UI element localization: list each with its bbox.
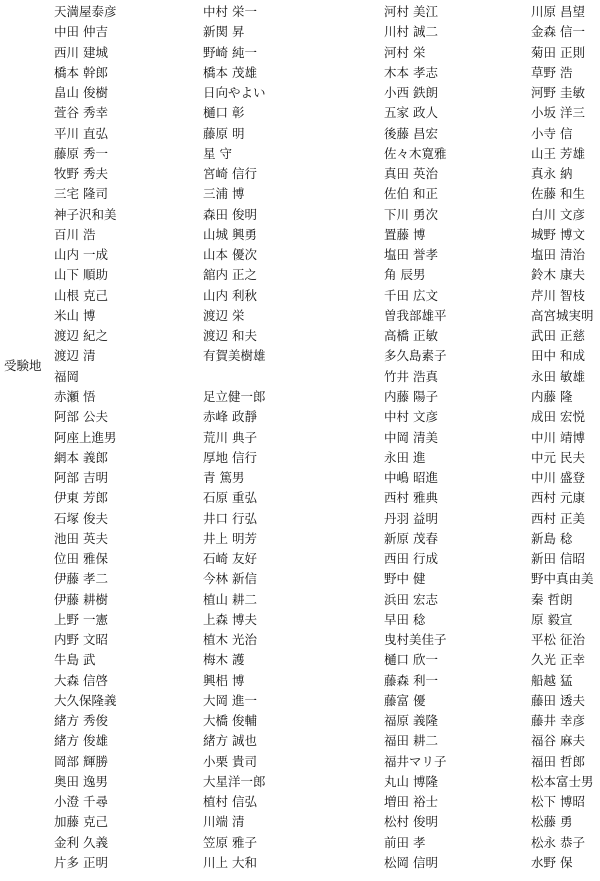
candidate-name: 丹羽 益明 [384,510,438,526]
candidate-name: 永田 敏雄 [531,368,585,384]
candidate-name: 笠原 雅子 [203,834,257,850]
name-row [0,266,600,283]
candidate-name: 河村 栄 [384,44,426,60]
candidate-name: 武田 正慈 [531,328,585,344]
candidate-name: 神子沢和美 [54,206,117,222]
candidate-name: 河野 圭敏 [531,85,585,100]
candidate-name: 大岡 進一 [203,692,257,708]
name-row [0,692,600,709]
candidate-name: 塩田 誉孝 [384,247,438,263]
candidate-name: 大久保隆義 [54,692,117,708]
candidate-name: 永田 進 [384,449,426,465]
candidate-name: 福井マリ子 [384,753,447,769]
candidate-name: 平川 直弘 [54,125,108,141]
candidate-name: 中田 仲吉 [54,24,108,40]
name-row [0,64,600,81]
candidate-name: 曽我部雄平 [384,307,447,323]
candidate-name: 角 辰男 [384,267,426,283]
name-row [0,732,600,749]
candidate-name: 上野 一憲 [54,611,108,627]
name-row [0,408,600,425]
candidate-name: 芹川 智枝 [531,287,585,303]
candidate-name: 中岡 清美 [384,429,438,445]
candidate-name: 阿座上進男 [54,429,117,445]
candidate-name: 内藤 陽子 [384,388,438,404]
candidate-name: 山内 一成 [54,247,108,263]
candidate-name: 山城 興勇 [203,226,257,242]
name-row [0,834,600,851]
candidate-name: 阿部 吉明 [54,470,108,485]
name-row [0,226,600,243]
name-row [0,469,600,486]
candidate-name: 野中 健 [384,571,426,587]
candidate-name: 田中 和成 [531,348,585,364]
candidate-name: 山根 克己 [54,287,108,303]
candidate-name: 渡辺 和夫 [203,328,257,344]
candidate-name: 萱谷 秀幸 [54,105,108,121]
name-row [0,813,600,830]
candidate-name: 大森 信啓 [54,672,108,688]
candidate-name: 星 守 [203,145,232,161]
candidate-name: 野崎 純一 [203,44,257,60]
candidate-name: 白川 文彦 [531,206,585,222]
candidate-name: 荒川 典子 [203,429,257,445]
candidate-name: 樋口 彰 [203,105,245,121]
candidate-name: 上森 博夫 [203,611,257,627]
name-row [0,84,600,101]
candidate-name: 成田 宏悦 [531,409,585,425]
candidate-name: 大星洋一郎 [203,773,266,789]
candidate-name: 渡辺 栄 [203,307,245,323]
candidate-name: 中村 栄一 [203,4,257,19]
candidate-name: 西村 元康 [531,490,585,506]
candidate-name: 新島 稔 [531,530,573,546]
candidate-name: 西川 建城 [54,44,108,60]
candidate-name: 藤富 優 [384,692,426,708]
candidate-name: 藤井 幸彦 [531,713,585,729]
candidate-name: 伊藤 孝二 [54,571,108,587]
name-row [0,672,600,689]
candidate-name: 有賀美樹雄 [203,348,266,364]
candidate-name: 西田 行成 [384,551,438,566]
candidate-name: 福田 耕二 [384,733,438,749]
candidate-name: 川端 清 [203,814,245,830]
name-row [0,550,600,567]
name-row [0,307,600,324]
name-row [0,510,600,527]
candidate-name: 緒方 誠也 [203,733,257,749]
candidate-name: 松藤 勇 [531,814,573,830]
name-row [0,327,600,344]
name-row [0,347,600,364]
candidate-name: 松本富士男 [531,773,594,789]
candidate-name: 日向やよい [203,85,266,100]
candidate-name: 米山 博 [54,307,96,323]
candidate-name: 高橋 正敏 [384,328,438,344]
candidate-name: 草野 浩 [531,64,573,80]
candidate-name: 植村 信弘 [203,794,257,810]
candidate-name: 池田 英夫 [54,530,108,546]
candidate-name: 内野 文昭 [54,632,108,648]
name-row [0,854,600,871]
candidate-name: 今林 新信 [203,571,257,587]
candidate-name: 後藤 昌宏 [384,125,438,141]
candidate-name: 中川 盛登 [531,470,585,485]
candidate-name: 小西 鉄朗 [384,85,438,100]
candidate-name: 青 篤男 [203,470,245,485]
name-row [0,753,600,770]
candidate-name: 山下 順助 [54,267,108,283]
candidate-name: 曳村美佳子 [384,632,447,648]
candidate-name: 久光 正幸 [531,652,585,668]
candidate-name: 井口 行弘 [203,510,257,526]
candidate-name: 阿部 公夫 [54,409,108,425]
name-row [0,530,600,547]
candidate-name: 樋口 欣一 [384,652,438,668]
candidate-name: 城野 博文 [531,226,585,242]
candidate-name: 興梠 博 [203,672,245,688]
candidate-name: 新関 昇 [203,24,245,40]
candidate-name: 福谷 麻夫 [531,733,585,749]
candidate-name: 足立健一郎 [203,388,266,404]
candidate-name: 藤森 利一 [384,672,438,688]
candidate-name: 井上 明芳 [203,530,257,546]
candidate-name: 小坂 洋三 [531,105,585,121]
candidate-name: 藤田 透夫 [531,692,585,708]
candidate-name: 福原 義隆 [384,713,438,729]
candidate-name: 菊田 正則 [531,44,585,60]
candidate-name: 福田 哲郎 [531,753,585,769]
candidate-name: 多久島素子 [384,348,447,364]
name-row [0,570,600,587]
candidate-name: 渡辺 清 [54,348,96,364]
candidate-name: 松下 博昭 [531,794,585,810]
candidate-name: 増田 裕士 [384,794,438,810]
candidate-name: 松岡 信明 [384,854,438,870]
candidate-name: 渡辺 紀之 [54,328,108,344]
candidate-name: 秦 哲朗 [531,591,573,607]
candidate-name: 五家 政人 [384,105,438,121]
candidate-name: 片多 正明 [54,854,108,870]
name-row [0,429,600,446]
candidate-name: 福岡 [54,368,80,384]
candidate-name: 西村 正美 [531,510,585,526]
candidate-name: 伊藤 耕樹 [54,591,108,607]
candidate-name: 下川 勇次 [384,206,438,222]
candidate-name: 藤原 明 [203,125,245,141]
candidate-name: 水野 保 [531,854,573,870]
candidate-name: 中村 文彦 [384,409,438,425]
candidate-name: 原 毅宣 [531,611,573,627]
candidate-name: 中嶋 昭進 [384,470,438,485]
candidate-name: 梅木 護 [203,652,245,668]
name-row [0,125,600,142]
candidate-name: 松村 俊明 [384,814,438,830]
candidate-name: 平松 征治 [531,632,585,648]
candidate-name: 真永 納 [531,166,573,182]
candidate-name: 赤峰 政靜 [203,409,257,425]
candidate-name: 石塚 俊夫 [54,510,108,526]
candidate-name: 大橋 俊輔 [203,713,257,729]
name-row [0,449,600,466]
name-row [0,489,600,506]
name-row [0,104,600,121]
candidate-name: 天満屋泰彦 [54,4,117,19]
candidate-name: 位田 雅保 [54,551,108,566]
candidate-name: 牧野 秀夫 [54,166,108,182]
name-row [0,651,600,668]
candidate-name: 西村 雅典 [384,490,438,506]
candidate-name: 佐々木寛雅 [384,145,447,161]
candidate-name: 佐伯 和正 [384,186,438,202]
name-row [0,631,600,648]
exam-location-label: 受験地 [4,358,42,373]
candidate-name: 牛島 武 [54,652,96,668]
candidate-name: 中川 靖博 [531,429,585,445]
candidate-name: 畠山 俊樹 [54,85,108,100]
candidate-name: 藤原 秀一 [54,145,108,161]
name-row [0,165,600,182]
name-row [0,388,600,405]
candidate-name: 山内 利秋 [203,287,257,303]
name-row [0,3,600,20]
candidate-name: 森田 俊明 [203,206,257,222]
candidate-name: 奥田 逸男 [54,773,108,789]
candidate-name: 三浦 博 [203,186,245,202]
candidate-name: 加藤 克己 [54,814,108,830]
candidate-name: 石原 重弘 [203,490,257,506]
candidate-name: 三宅 隆司 [54,186,108,202]
candidate-name: 鈴木 康夫 [531,267,585,283]
candidate-name: 高宮城実明 [531,307,594,323]
candidate-name: 河村 美江 [384,4,438,19]
candidate-name: 百川 浩 [54,226,96,242]
candidate-name: 川原 昌望 [531,4,585,19]
candidate-name: 野中真由美 [531,571,594,587]
candidate-name: 金森 信一 [531,24,585,40]
candidate-name: 中元 民夫 [531,449,585,465]
name-row [0,712,600,729]
candidate-name: 新田 信昭 [531,551,585,566]
candidate-name: 山本 優次 [203,247,257,263]
candidate-name: 塩田 清治 [531,247,585,263]
name-row [0,793,600,810]
candidate-name: 山王 芳雄 [531,145,585,161]
candidate-name: 早田 稔 [384,611,426,627]
candidate-name: 橋本 茂雄 [203,64,257,80]
candidate-name: 緒方 俊雄 [54,733,108,749]
candidate-name: 置藤 博 [384,226,426,242]
candidate-name: 丸山 博隆 [384,773,438,789]
candidate-name: 舘内 正之 [203,267,257,283]
name-row [0,246,600,263]
candidate-name: 植木 光治 [203,632,257,648]
candidate-name: 植山 耕二 [203,591,257,607]
candidate-name: 橋本 幹郎 [54,64,108,80]
candidate-name: 赤瀬 悟 [54,388,96,404]
candidate-name: 千田 広文 [384,287,438,303]
candidate-name: 緒方 秀俊 [54,713,108,729]
candidate-name: 内藤 隆 [531,388,573,404]
candidate-name: 石崎 友好 [203,551,257,566]
name-row [0,287,600,304]
name-row [0,44,600,61]
candidate-name: 真田 英治 [384,166,438,182]
candidate-name: 金利 久義 [54,834,108,850]
name-row [0,773,600,790]
candidate-name: 伊東 芳郎 [54,490,108,506]
name-row [0,185,600,202]
candidate-name: 小寺 信 [531,125,573,141]
candidate-name: 小澄 千尋 [54,794,108,810]
candidate-name: 川村 誠二 [384,24,438,40]
name-row [0,368,600,385]
candidate-name: 竹井 浩真 [384,368,438,384]
candidate-name: 網本 義郎 [54,449,108,465]
name-row [0,23,600,40]
candidate-name: 佐藤 和生 [531,186,585,202]
name-row [0,591,600,608]
candidate-name: 木本 孝志 [384,64,438,80]
candidate-name: 川上 大和 [203,854,257,870]
candidate-name: 新原 茂春 [384,530,438,546]
name-row [0,145,600,162]
name-row [0,206,600,223]
candidate-name: 前田 孝 [384,834,426,850]
candidate-name: 松永 恭子 [531,834,585,850]
candidate-name: 小栗 貴司 [203,753,257,769]
candidate-name: 宮崎 信行 [203,166,257,182]
candidate-name: 船越 猛 [531,672,573,688]
candidate-name: 岡部 輝勝 [54,753,108,769]
candidate-name: 厚地 信行 [203,449,257,465]
name-row [0,611,600,628]
candidate-name: 浜田 宏志 [384,591,438,607]
